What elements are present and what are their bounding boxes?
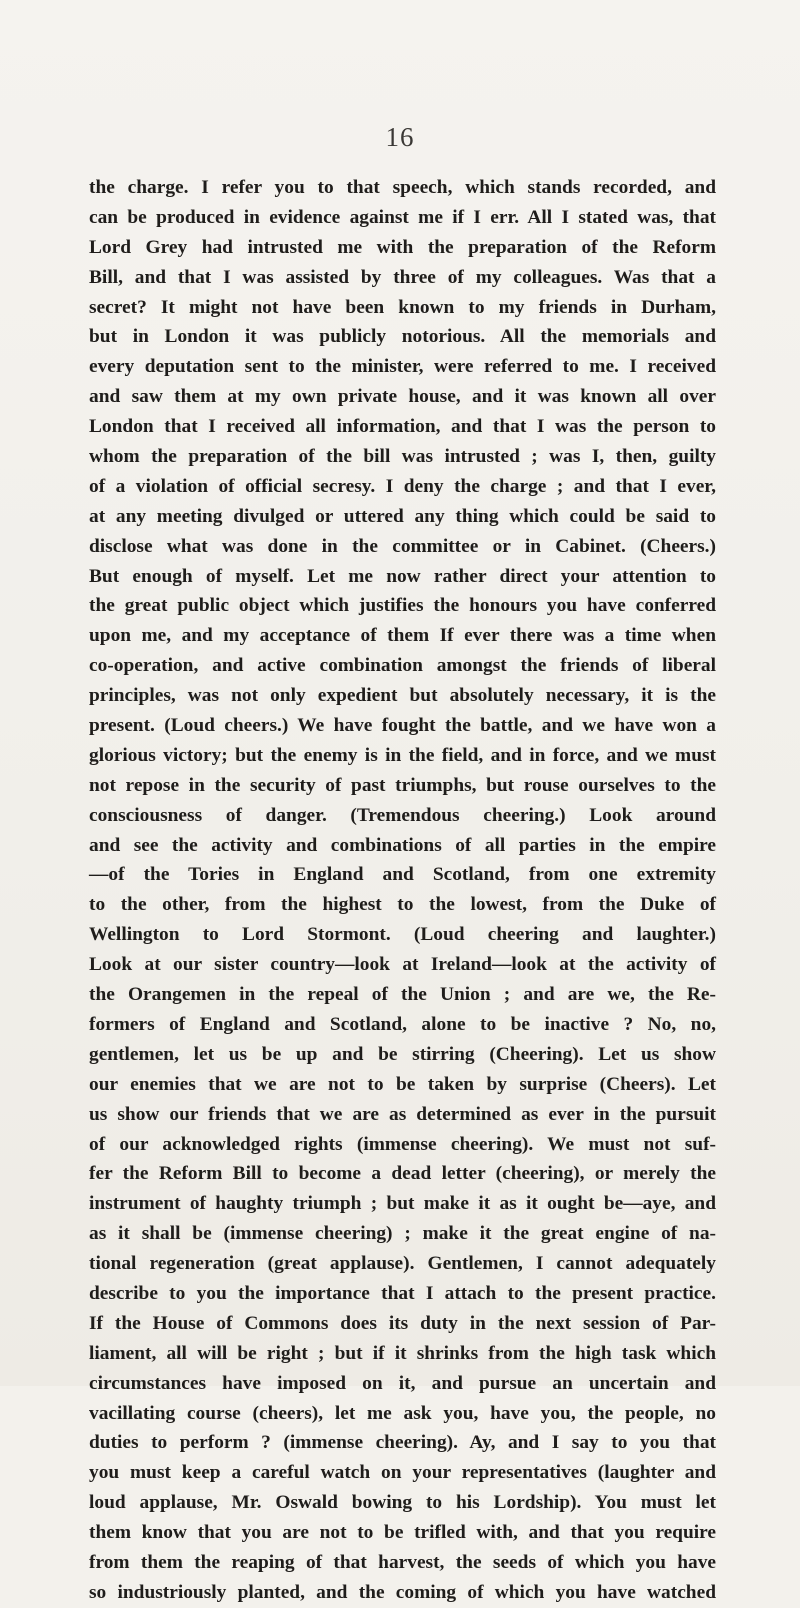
- text-line: Look at our sister country—look at Ireland—look at the activity of: [89, 954, 716, 976]
- text-line: duties to perform ? (immense cheering). Ay, and I say to you that: [89, 1432, 716, 1454]
- text-line: instrument of haughty triumph ; but make it as it ought be—aye, and: [89, 1193, 716, 1215]
- body-text: [89, 173, 716, 1608]
- text-line: vacillating course (cheers), let me ask you, have you, the people, no: [89, 1402, 716, 1424]
- text-line: consciousness of danger. (Tremendous cheering.) Look around: [89, 804, 716, 826]
- text-line: describe to you the importance that I attach to the present practice.: [89, 1282, 716, 1304]
- text-line: London that I received all information, and that I was the person to: [89, 416, 716, 438]
- text-line: every deputation sent to the minister, were referred to me. I received: [89, 356, 716, 378]
- text-line: from them the reaping of that harvest, the seeds of which you have: [89, 1551, 716, 1573]
- text-line: our enemies that we are not to be taken by surprise (Cheers). Let: [89, 1073, 716, 1095]
- text-line: us show our friends that we are as determined as ever in the pursuit: [89, 1103, 716, 1125]
- text-line: disclose what was done in the committee or in Cabinet. (Cheers.): [89, 535, 716, 557]
- text-line: But enough of myself. Let me now rather direct your attention to: [89, 565, 716, 587]
- text-line: the Orangemen in the repeal of the Union ; and are we, the Re-: [89, 984, 716, 1006]
- text-line: liament, all will be right ; but if it shrinks from the high task which: [89, 1342, 716, 1364]
- text-line: If the House of Commons does its duty in the next session of Par-: [89, 1312, 716, 1334]
- text-line: tional regeneration (great applause). Gentlemen, I cannot adequately: [89, 1253, 716, 1275]
- text-line: loud applause, Mr. Oswald bowing to his Lordship). You must let: [89, 1492, 716, 1514]
- text-line: them know that you are not to be trifled with, and that you require: [89, 1522, 716, 1544]
- text-line: of a violation of official secresy. I deny the charge ; and that I ever,: [89, 475, 716, 497]
- page-number: 16: [385, 122, 415, 152]
- text-line: the charge. I refer you to that speech, which stands recorded, and: [89, 177, 716, 198]
- text-line: formers of England and Scotland, alone to be inactive ? No, no,: [89, 1013, 716, 1035]
- text-line: can be produced in evidence against me if I err. All I stated was, that: [89, 206, 716, 228]
- text-line: but in London it was publicly notorious. All the memorials and: [89, 326, 716, 348]
- text-line: Bill, and that I was assisted by three of my colleagues. Was that a: [89, 266, 716, 288]
- text-line: gentlemen, let us be up and be stirring (Cheering). Let us show: [89, 1043, 716, 1065]
- text-line: circumstances have imposed on it, and pursue an uncertain and: [89, 1372, 716, 1394]
- text-line: and see the activity and combinations of all parties in the empire: [89, 834, 716, 856]
- text-line: to the other, from the highest to the lowest, from the Duke of: [89, 894, 716, 916]
- text-line: secret? It might not have been known to my friends in Durham,: [89, 296, 716, 318]
- text-line: present. (Loud cheers.) We have fought the battle, and we have won a: [89, 715, 716, 737]
- text-line: whom the preparation of the bill was intrusted ; was I, then, guilty: [89, 446, 716, 468]
- text-line: you must keep a careful watch on your representatives (laughter and: [89, 1462, 716, 1484]
- text-line: not repose in the security of past triumphs, but rouse ourselves to the: [89, 774, 716, 796]
- text-line: upon me, and my acceptance of them If ever there was a time when: [89, 625, 716, 647]
- text-line: principles, was not only expedient but absolutely necessary, it is the: [89, 685, 716, 707]
- text-line: Lord Grey had intrusted me with the preparation of the Reform: [89, 236, 716, 258]
- text-line: glorious victory; but the enemy is in the field, and in force, and we must: [89, 744, 716, 766]
- text-line: and saw them at my own private house, and it was known all over: [89, 386, 716, 408]
- text-line: the great public object which justifies the honours you have conferred: [89, 595, 716, 617]
- text-line: so industriously planted, and the coming of which you have watched: [89, 1581, 716, 1603]
- text-line: as it shall be (immense cheering) ; make it the great engine of na-: [89, 1223, 716, 1245]
- text-line: —of the Tories in England and Scotland, from one extremity: [89, 864, 716, 886]
- text-line: Wellington to Lord Stormont. (Loud cheering and laughter.): [89, 924, 716, 946]
- text-line: fer the Reform Bill to become a dead letter (cheering), or merely the: [89, 1163, 716, 1185]
- text-line: at any meeting divulged or uttered any thing which could be said to: [89, 505, 716, 527]
- text-line: co-operation, and active combination amongst the friends of liberal: [89, 655, 716, 677]
- text-line: of our acknowledged rights (immense cheering). We must not suf-: [89, 1133, 716, 1155]
